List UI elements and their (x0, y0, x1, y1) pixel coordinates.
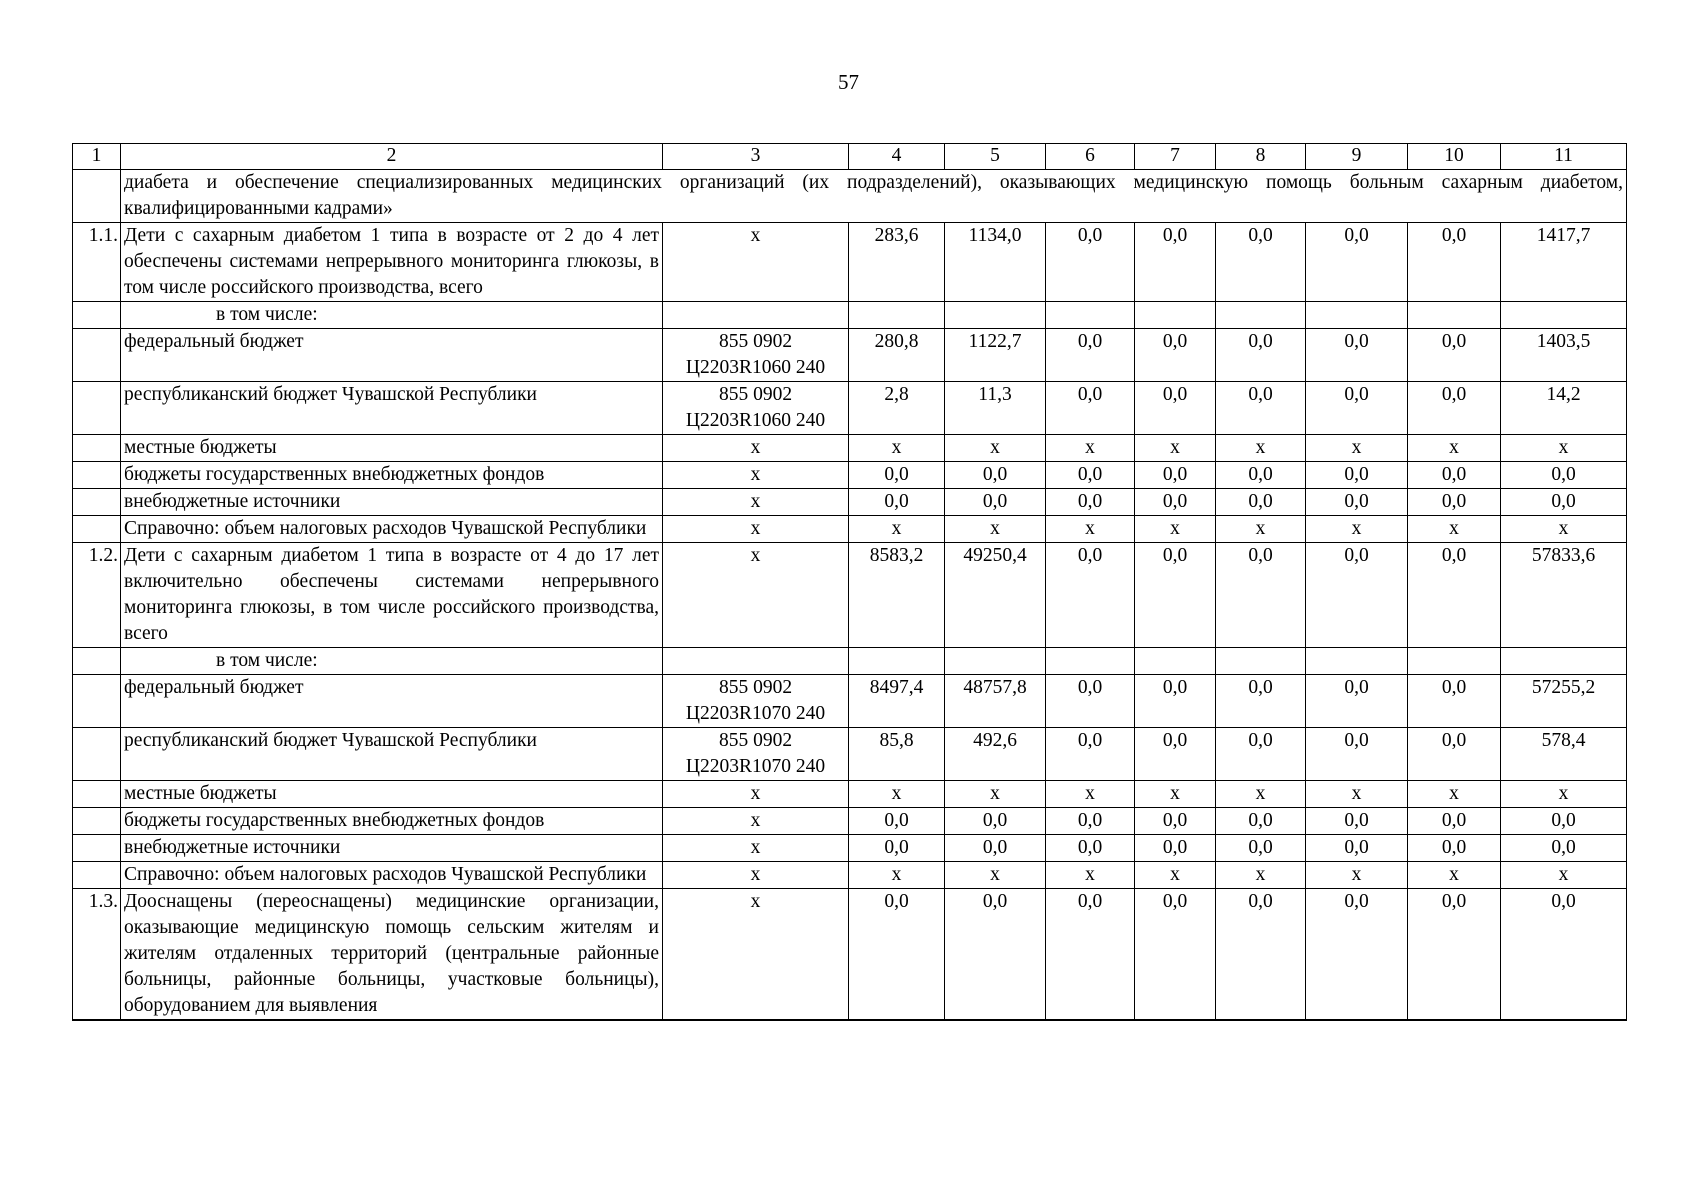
budget-code: 855 0902 Ц2203R1060 240 (663, 329, 849, 382)
value-cell: х (1216, 781, 1306, 808)
table-row (73, 889, 1627, 1021)
table-row (73, 835, 1627, 862)
value-cell: 8497,4 (849, 675, 945, 728)
value-cell: 2,8 (849, 382, 945, 435)
value-cell: 0,0 (945, 462, 1046, 489)
budget-code: х (663, 808, 849, 835)
value-cell: 0,0 (1135, 329, 1216, 382)
value-cell: 0,0 (1306, 728, 1408, 781)
value-cell: 0,0 (1408, 462, 1501, 489)
value-cell: х (849, 862, 945, 889)
budget-code: х (663, 889, 849, 1021)
value-cell: 283,6 (849, 223, 945, 302)
value-cell: 0,0 (1216, 223, 1306, 302)
value-cell: 8583,2 (849, 543, 945, 648)
row-name: местные бюджеты (121, 435, 663, 462)
budget-code: х (663, 516, 849, 543)
value-cell: 0,0 (1408, 675, 1501, 728)
value-cell: 0,0 (1216, 489, 1306, 516)
budget-code: 855 0902 Ц2203R1060 240 (663, 382, 849, 435)
value-cell: 0,0 (1501, 889, 1627, 1021)
value-cell: 578,4 (1501, 728, 1627, 781)
value-cell: 0,0 (1135, 382, 1216, 435)
row-name: республиканский бюджет Чувашской Республики (121, 728, 663, 781)
row-name: внебюджетные источники (121, 835, 663, 862)
value-cell: 0,0 (1135, 889, 1216, 1021)
value-cell: 0,0 (1046, 728, 1135, 781)
col-header: 2 (121, 144, 663, 170)
row-index (73, 302, 121, 329)
col-header: 1 (73, 144, 121, 170)
budget-code: х (663, 489, 849, 516)
value-cell: 0,0 (1046, 223, 1135, 302)
value-cell: 0,0 (945, 835, 1046, 862)
value-cell: х (945, 781, 1046, 808)
value-cell: х (1216, 435, 1306, 462)
value-cell: х (945, 516, 1046, 543)
row-name: федеральный бюджет (121, 675, 663, 728)
budget-code: х (663, 543, 849, 648)
value-cell: 0,0 (1408, 329, 1501, 382)
value-cell: 0,0 (1216, 835, 1306, 862)
value-cell: 0,0 (1408, 382, 1501, 435)
row-index: 1.2. (73, 543, 121, 648)
value-cell (1501, 648, 1627, 675)
value-cell: х (1306, 862, 1408, 889)
col-header: 3 (663, 144, 849, 170)
row-name: Справочно: объем налоговых расходов Чувашской Республики (121, 516, 663, 543)
value-cell: 0,0 (1046, 808, 1135, 835)
value-cell (1306, 302, 1408, 329)
value-cell: х (1408, 435, 1501, 462)
value-cell (1216, 648, 1306, 675)
value-cell: х (945, 435, 1046, 462)
row-name: Справочно: объем налоговых расходов Чувашской Республики (121, 862, 663, 889)
value-cell: 0,0 (1501, 835, 1627, 862)
value-cell (1306, 648, 1408, 675)
value-cell: х (849, 516, 945, 543)
value-cell: 0,0 (1135, 489, 1216, 516)
value-cell: 0,0 (1046, 543, 1135, 648)
row-index (73, 382, 121, 435)
value-cell: 0,0 (1216, 329, 1306, 382)
value-cell: х (1046, 781, 1135, 808)
value-cell: 0,0 (1501, 489, 1627, 516)
value-cell: 0,0 (1501, 462, 1627, 489)
value-cell: 48757,8 (945, 675, 1046, 728)
value-cell: 0,0 (1408, 223, 1501, 302)
value-cell: 0,0 (1216, 382, 1306, 435)
value-cell (945, 302, 1046, 329)
value-cell: 0,0 (1408, 835, 1501, 862)
budget-code: х (663, 862, 849, 889)
value-cell (1408, 648, 1501, 675)
value-cell: х (1306, 781, 1408, 808)
table-row (73, 808, 1627, 835)
table-row (73, 489, 1627, 516)
value-cell: 0,0 (1306, 223, 1408, 302)
row-index (73, 862, 121, 889)
col-header: 7 (1135, 144, 1216, 170)
value-cell: 14,2 (1501, 382, 1627, 435)
value-cell: х (1046, 862, 1135, 889)
page-number: 57 (838, 70, 859, 94)
value-cell (1135, 648, 1216, 675)
row-name: республиканский бюджет Чувашской Республики (121, 382, 663, 435)
value-cell: 0,0 (1306, 329, 1408, 382)
table-row (73, 728, 1627, 781)
row-name: местные бюджеты (121, 781, 663, 808)
value-cell: 0,0 (1408, 728, 1501, 781)
value-cell: х (1408, 516, 1501, 543)
value-cell: 57255,2 (1501, 675, 1627, 728)
budget-code (663, 302, 849, 329)
continuation-row (73, 170, 1627, 223)
value-cell: 0,0 (1135, 462, 1216, 489)
col-header: 11 (1501, 144, 1627, 170)
value-cell: х (1306, 435, 1408, 462)
value-cell (849, 648, 945, 675)
table-row (73, 223, 1627, 302)
row-name: Дети с сахарным диабетом 1 типа в возрасте от 2 до 4 лет обеспечены системами непрерывного мониторинга глюкозы, в том числе российского производства, всего (121, 223, 663, 302)
value-cell: х (1216, 862, 1306, 889)
value-cell: 280,8 (849, 329, 945, 382)
value-cell: х (1306, 516, 1408, 543)
value-cell: х (945, 862, 1046, 889)
value-cell: 0,0 (849, 489, 945, 516)
row-index (73, 489, 121, 516)
value-cell: х (1408, 862, 1501, 889)
value-cell: 0,0 (1135, 675, 1216, 728)
row-index (73, 781, 121, 808)
col-header: 4 (849, 144, 945, 170)
value-cell: 0,0 (1046, 675, 1135, 728)
table-row (73, 516, 1627, 543)
table-row (73, 329, 1627, 382)
value-cell: 0,0 (1046, 489, 1135, 516)
value-cell (1408, 302, 1501, 329)
value-cell: х (1501, 516, 1627, 543)
budget-code: 855 0902 Ц2203R1070 240 (663, 675, 849, 728)
value-cell: 49250,4 (945, 543, 1046, 648)
col-header: 5 (945, 144, 1046, 170)
value-cell: 0,0 (1135, 728, 1216, 781)
value-cell: 0,0 (1046, 382, 1135, 435)
row-index (73, 516, 121, 543)
value-cell: 0,0 (1216, 543, 1306, 648)
row-name: бюджеты государственных внебюджетных фондов (121, 462, 663, 489)
value-cell: 0,0 (1408, 808, 1501, 835)
value-cell: 57833,6 (1501, 543, 1627, 648)
value-cell: 0,0 (849, 808, 945, 835)
row-index: 1.3. (73, 889, 121, 1021)
budget-code: 855 0902 Ц2203R1070 240 (663, 728, 849, 781)
value-cell (1501, 302, 1627, 329)
value-cell: х (1216, 516, 1306, 543)
value-cell (849, 302, 945, 329)
row-name: Дети с сахарным диабетом 1 типа в возрасте от 4 до 17 лет включительно обеспечены системами непрерывного мониторинга глюкозы, в том числе российского производства, всего (121, 543, 663, 648)
budget-code: х (663, 781, 849, 808)
value-cell (1046, 648, 1135, 675)
value-cell: 0,0 (1306, 889, 1408, 1021)
value-cell: х (849, 781, 945, 808)
value-cell: 0,0 (945, 808, 1046, 835)
row-name: внебюджетные источники (121, 489, 663, 516)
table-row (73, 675, 1627, 728)
value-cell: 85,8 (849, 728, 945, 781)
row-index (73, 648, 121, 675)
table-row (73, 543, 1627, 648)
value-cell: х (1501, 862, 1627, 889)
value-cell: х (1135, 862, 1216, 889)
row-name: в том числе: (121, 648, 663, 675)
value-cell: х (1046, 435, 1135, 462)
value-cell: 0,0 (1216, 728, 1306, 781)
value-cell: 0,0 (1306, 382, 1408, 435)
row-index (73, 675, 121, 728)
budget-table (72, 143, 1627, 1021)
value-cell: 0,0 (1408, 489, 1501, 516)
row-name: Дооснащены (переоснащены) медицинские организации, оказывающие медицинскую помощь сельским жителям и жителям отдаленных территорий (центральные районные больницы, районные больницы, участковые больницы), оборудованием для выявления (121, 889, 663, 1021)
budget-code: х (663, 462, 849, 489)
value-cell (1216, 302, 1306, 329)
value-cell: 0,0 (849, 462, 945, 489)
value-cell: 0,0 (1046, 462, 1135, 489)
value-cell: 0,0 (1501, 808, 1627, 835)
value-cell: 0,0 (1046, 835, 1135, 862)
value-cell: 0,0 (849, 835, 945, 862)
col-header: 9 (1306, 144, 1408, 170)
row-index (73, 329, 121, 382)
value-cell: 0,0 (1408, 543, 1501, 648)
value-cell: 1134,0 (945, 223, 1046, 302)
value-cell: 0,0 (1306, 808, 1408, 835)
row-name: бюджеты государственных внебюджетных фондов (121, 808, 663, 835)
value-cell: 0,0 (1306, 489, 1408, 516)
value-cell: 0,0 (1135, 808, 1216, 835)
value-cell: 0,0 (1135, 835, 1216, 862)
value-cell: 0,0 (945, 889, 1046, 1021)
value-cell: 0,0 (1306, 462, 1408, 489)
budget-code (663, 648, 849, 675)
value-cell: 0,0 (849, 889, 945, 1021)
table-row (73, 462, 1627, 489)
row-name: в том числе: (121, 302, 663, 329)
table-row (73, 302, 1627, 329)
value-cell: х (1408, 781, 1501, 808)
value-cell: х (1501, 435, 1627, 462)
row-index (73, 728, 121, 781)
budget-code: х (663, 435, 849, 462)
value-cell: х (849, 435, 945, 462)
value-cell: 11,3 (945, 382, 1046, 435)
table-row (73, 648, 1627, 675)
column-header-row (73, 144, 1627, 170)
table-row (73, 781, 1627, 808)
value-cell (1046, 302, 1135, 329)
row-name: федеральный бюджет (121, 329, 663, 382)
value-cell: х (1135, 435, 1216, 462)
value-cell: х (1135, 516, 1216, 543)
col-header: 10 (1408, 144, 1501, 170)
value-cell: х (1501, 781, 1627, 808)
value-cell: 0,0 (1216, 462, 1306, 489)
value-cell: 0,0 (1046, 329, 1135, 382)
value-cell: 0,0 (1216, 889, 1306, 1021)
value-cell: 0,0 (1135, 543, 1216, 648)
value-cell: 0,0 (1046, 889, 1135, 1021)
table-row (73, 382, 1627, 435)
row-index (73, 808, 121, 835)
value-cell (945, 648, 1046, 675)
row-index (73, 835, 121, 862)
value-cell: 0,0 (1408, 889, 1501, 1021)
table-row (73, 862, 1627, 889)
value-cell: 1417,7 (1501, 223, 1627, 302)
col-header: 6 (1046, 144, 1135, 170)
row-index (73, 435, 121, 462)
value-cell: 0,0 (1306, 543, 1408, 648)
value-cell (1135, 302, 1216, 329)
row-index (73, 170, 121, 223)
continuation-text: диабета и обеспечение специализированных медицинских организаций (их подразделений), оказывающих медицинскую помощь больным сахарным диабетом, квалифицированными кадрами» (121, 170, 1627, 223)
value-cell: 0,0 (1135, 223, 1216, 302)
value-cell: х (1046, 516, 1135, 543)
value-cell: 1403,5 (1501, 329, 1627, 382)
row-index (73, 462, 121, 489)
value-cell: 0,0 (1216, 808, 1306, 835)
value-cell: 1122,7 (945, 329, 1046, 382)
value-cell: 0,0 (945, 489, 1046, 516)
value-cell: 492,6 (945, 728, 1046, 781)
value-cell: 0,0 (1216, 675, 1306, 728)
value-cell: х (1135, 781, 1216, 808)
value-cell: 0,0 (1306, 835, 1408, 862)
budget-code: х (663, 835, 849, 862)
budget-code: х (663, 223, 849, 302)
row-index: 1.1. (73, 223, 121, 302)
value-cell: 0,0 (1306, 675, 1408, 728)
table-row (73, 435, 1627, 462)
col-header: 8 (1216, 144, 1306, 170)
